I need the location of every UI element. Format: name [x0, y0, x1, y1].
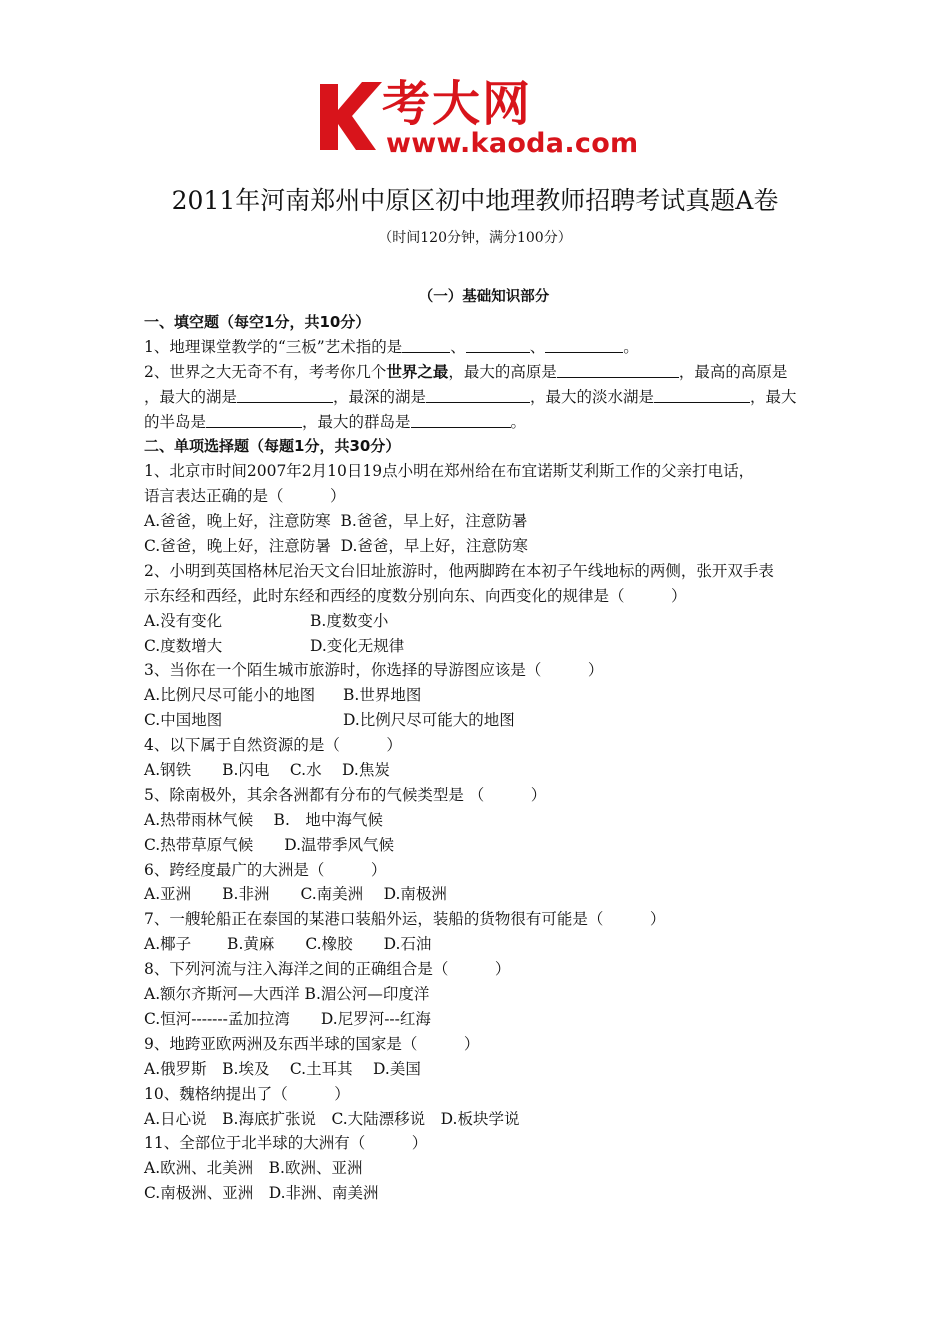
question-stem: 5、除南极外，其余各洲都有分布的气候类型是 （ ） — [144, 785, 547, 804]
question-stem: 9、地跨亚欧两洲及东西半球的国家是（ ） — [144, 1034, 480, 1053]
answer-blank — [426, 401, 530, 403]
page-subtitle: （时间120分钟，满分100分） — [378, 230, 572, 246]
question-stem: 语言表达正确的是（ ） — [144, 487, 346, 506]
k-logo-icon — [318, 80, 386, 154]
answer-blank — [237, 401, 333, 403]
question-stem: 示东经和西经，此时东经和西经的度数分别向东、向西变化的规律是（ ） — [144, 586, 687, 605]
answer-blank — [654, 401, 750, 403]
answer-blank — [411, 426, 511, 428]
question-options: C.中国地图 D.比例尺尽可能大的地图 — [144, 711, 515, 730]
question-options: A.欧洲、北美洲 B.欧洲、亚洲 — [144, 1159, 363, 1178]
logo-brand-text: 考大网 — [382, 76, 533, 132]
question-stem: 6、跨经度最广的大洲是（ ） — [144, 860, 387, 879]
question-stem: 1、北京市时间2007年2月10日19点小明在郑州给在布宜诺斯艾利斯工作的父亲打电话， — [144, 462, 755, 481]
fill-question-2-line-2: ，最大的湖是 ，最深的湖是 ，最大的淡水湖是 ，最大 — [144, 387, 797, 406]
answer-blank — [557, 376, 679, 378]
question-stem: 10、魏格纳提出了（ ） — [144, 1084, 350, 1103]
question-options: A.爸爸，晚上好，注意防寒 B.爸爸，早上好，注意防暑 — [144, 512, 528, 531]
question-stem: 8、下列河流与注入海洋之间的正确组合是（ ） — [144, 960, 511, 979]
question-options: C.度数增大 D.变化无规律 — [144, 636, 405, 655]
fill-question-1: 1、地理课堂教学的“三板”艺术指的是 、 、 。 — [144, 337, 639, 356]
question-stem: 2、小明到英国格林尼治天文台旧址旅游时，他两脚跨在本初子午线地标的两侧，张开双手表 — [144, 561, 774, 580]
fill-question-2-line-1: 2、世界之大无奇不有，考考你几个世界之最，最大的高原是 ，最高的高原是 — [144, 362, 788, 381]
question-options: C.恒河-------孟加拉湾 D.尼罗河---红海 — [144, 1009, 431, 1028]
kaoda-logo — [318, 78, 640, 162]
question-options: C.热带草原气候 D.温带季风气候 — [144, 835, 395, 854]
page-title: 2011年河南郑州中原区初中地理教师招聘考试真题A卷 — [171, 186, 779, 215]
exam-content — [144, 284, 824, 1206]
part-heading: （一）基础知识部分 — [418, 289, 550, 305]
question-options: A.钢铁 B.闪电 C.水 D.焦炭 — [144, 761, 390, 780]
question-options: A.俄罗斯 B.埃及 C.土耳其 D.美国 — [144, 1059, 421, 1078]
question-options: C.爸爸，晚上好，注意防暑 D.爸爸，早上好，注意防寒 — [144, 537, 528, 556]
question-options: A.比例尺尽可能小的地图 B.世界地图 — [144, 686, 422, 705]
answer-blank — [206, 426, 302, 428]
logo-url-text: www.kaoda.com — [386, 128, 639, 159]
answer-blank — [545, 351, 623, 353]
question-stem: 11、全部位于北半球的大洲有（ ） — [144, 1134, 428, 1153]
question-options: C.南极洲、亚洲 D.非洲、南美洲 — [144, 1184, 379, 1203]
question-options: A.日心说 B.海底扩张说 C.大陆漂移说 D.板块学说 — [144, 1109, 520, 1128]
section-heading: 二、单项选择题（每题1分，共30分） — [144, 437, 401, 456]
question-options: A.亚洲 B.非洲 C.南美洲 D.南极洲 — [144, 885, 447, 904]
answer-blank — [466, 351, 530, 353]
question-stem: 4、以下属于自然资源的是（ ） — [144, 736, 402, 755]
question-stem: 3、当你在一个陌生城市旅游时，你选择的导游图应该是（ ） — [144, 661, 604, 680]
question-options: A.椰子 B.黄麻 C.橡胶 D.石油 — [144, 935, 432, 954]
question-options: A.热带雨林气候 B. 地中海气候 — [144, 810, 383, 829]
question-options: A.额尔齐斯河—大西洋 B.湄公河—印度洋 — [144, 985, 430, 1004]
fill-question-2-line-3: 的半岛是 ，最大的群岛是 。 — [144, 412, 527, 431]
answer-blank — [402, 351, 450, 353]
question-stem: 7、一艘轮船正在泰国的某港口装船外运，装船的货物很有可能是（ ） — [144, 910, 666, 929]
section-heading: 一、填空题（每空1分，共10分） — [144, 313, 371, 331]
question-options: A.没有变化 B.度数变小 — [144, 611, 389, 630]
